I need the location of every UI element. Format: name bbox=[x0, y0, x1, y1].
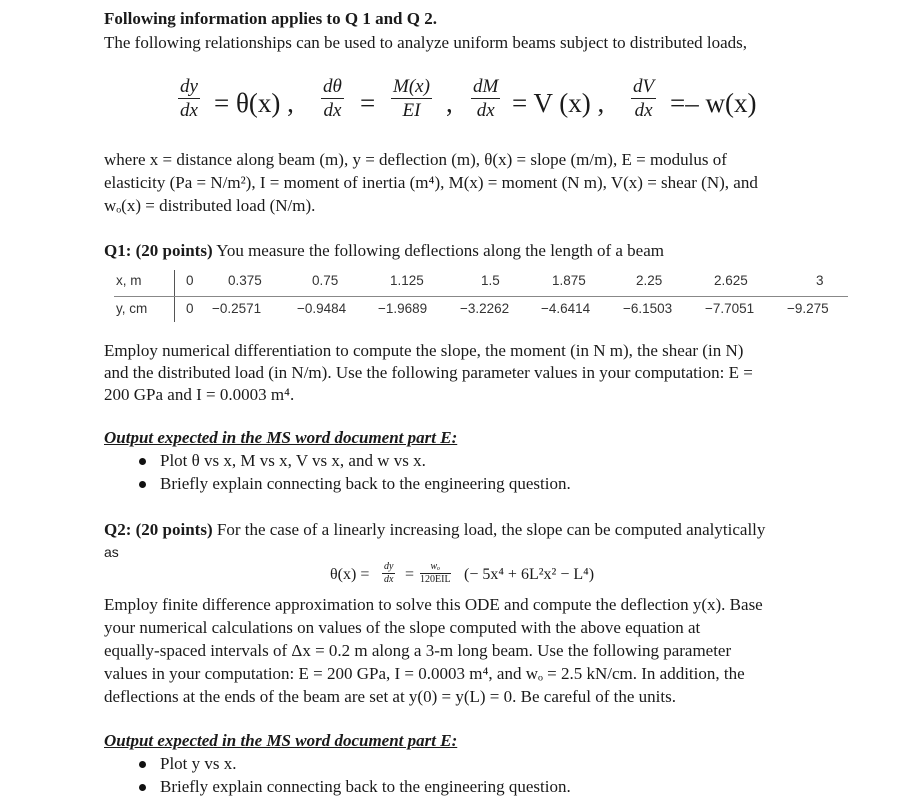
deflection-table bbox=[114, 268, 854, 324]
y-cell: −7.7051 bbox=[705, 301, 755, 316]
fraction-num: dθ bbox=[323, 76, 342, 97]
eq2-lhs: θ(x) = bbox=[330, 566, 370, 583]
fraction-M-EI bbox=[391, 76, 432, 123]
x-cell: 1.5 bbox=[481, 273, 500, 288]
fraction-dy-dx bbox=[178, 76, 200, 123]
fraction-den: dx bbox=[180, 100, 198, 121]
q2-bullet-1: Plot y vs x. bbox=[160, 754, 237, 773]
x-cell: 2.25 bbox=[636, 273, 663, 288]
fraction-den: dx bbox=[634, 100, 653, 121]
q2-prompt bbox=[104, 519, 765, 542]
y-cell: 0 bbox=[186, 301, 194, 316]
where-line-1: where x = distance along beam (m), y = deflection (m), θ(x) = slope (m/m), E = modulus of bbox=[104, 150, 727, 169]
fraction-num: dy bbox=[180, 76, 198, 97]
eq-load: =– w(x) bbox=[670, 88, 757, 118]
x-cell: 0.75 bbox=[312, 273, 339, 288]
eq-shear: = V (x) , bbox=[512, 88, 605, 118]
where-line-3: wₒ(x) = distributed load (N/m). bbox=[104, 196, 316, 215]
bullet-icon bbox=[139, 761, 146, 768]
x-cell: 1.125 bbox=[390, 273, 424, 288]
q2-para-2: your numerical calculations on values of the slope computed with the above equation at bbox=[104, 618, 701, 637]
q2-para-1: Employ finite difference approximation to solve this ODE and compute the deflection y(x). Base bbox=[104, 595, 763, 614]
bullet-icon bbox=[139, 784, 146, 791]
fraction-den: dx bbox=[323, 100, 342, 121]
bullet-icon bbox=[139, 458, 146, 465]
q2-output-heading: Output expected in the MS word document part E: bbox=[104, 731, 458, 750]
q2-para-4: values in your computation: E = 200 GPa, I = 0.0003 m⁴, and wₒ = 2.5 kN/cm. In addition, the bbox=[104, 664, 745, 683]
q1-para-3: 200 GPa and I = 0.0003 m⁴. bbox=[104, 385, 295, 404]
intro-title: Following information applies to Q 1 and Q 2. bbox=[104, 9, 437, 28]
fraction-den: dx bbox=[384, 574, 394, 585]
q1-para-1: Employ numerical differentiation to compute the slope, the moment (in N m), the shear (in N) bbox=[104, 341, 744, 360]
bullet-icon bbox=[139, 481, 146, 488]
q1-bullet-2: Briefly explain connecting back to the engineering question. bbox=[160, 474, 571, 493]
fraction-num: wₒ bbox=[420, 561, 451, 574]
q1-output-heading: Output expected in the MS word document part E: bbox=[104, 428, 458, 447]
x-header: x, m bbox=[116, 273, 142, 288]
q1-para-2: and the distributed load (in N/m). Use the following parameter values in your computation: E = bbox=[104, 363, 753, 382]
q2-label: Q2: (20 points) bbox=[104, 520, 213, 539]
y-cell: −1.9689 bbox=[378, 301, 428, 316]
q2-para-5: deflections at the ends of the beam are set at y(0) = y(L) = 0. Be careful of the units. bbox=[104, 687, 676, 706]
eq-equals: = bbox=[360, 88, 376, 118]
table-rule bbox=[114, 296, 848, 297]
intro-line: The following relationships can be used to analyze uniform beams subject to distributed loads, bbox=[104, 33, 748, 52]
fraction-num: dM bbox=[473, 76, 499, 97]
y-cell: −4.6414 bbox=[541, 301, 591, 316]
fraction-dM-dx bbox=[471, 76, 500, 123]
y-cell: −6.1503 bbox=[623, 301, 673, 316]
eq-comma: , bbox=[446, 88, 453, 118]
x-cell: 2.625 bbox=[714, 273, 748, 288]
x-cell: 0.375 bbox=[228, 273, 262, 288]
where-line-2: elasticity (Pa = N/m²), I = moment of inertia (m⁴), M(x) = moment (N m), V(x) = shear (N), and bbox=[104, 173, 758, 192]
q2-text: For the case of a linearly increasing load, the slope can be computed analytically bbox=[216, 520, 766, 539]
q1-text: You measure the following deflections along the length of a beam bbox=[216, 241, 664, 260]
fraction-w-120EIL bbox=[420, 561, 451, 586]
fraction-dy-dx-small bbox=[382, 561, 395, 586]
fraction-num: dV bbox=[633, 76, 655, 97]
x-cell: 1.875 bbox=[552, 273, 586, 288]
x-cell: 0 bbox=[186, 273, 194, 288]
eq2-rhs: (− 5x⁴ + 6L²x² − L⁴) bbox=[464, 566, 595, 583]
fraction-num: dy bbox=[384, 561, 394, 572]
fraction-den: 120EIL bbox=[420, 574, 451, 585]
eq-theta: = θ(x) , bbox=[214, 88, 294, 118]
q2-para-3: equally-spaced intervals of Δx = 0.2 m along a 3-m long beam. Use the following parameter bbox=[104, 641, 732, 660]
fraction-dV-dx bbox=[631, 76, 656, 123]
q1-prompt bbox=[104, 240, 664, 263]
y-cell: −9.275 bbox=[787, 301, 829, 316]
fraction-den: dx bbox=[476, 100, 495, 121]
fraction-dtheta-dx bbox=[321, 76, 344, 123]
x-cell: 3 bbox=[816, 273, 824, 288]
fraction-num: M(x) bbox=[393, 76, 430, 97]
q2-bullet-2: Briefly explain connecting back to the engineering question. bbox=[160, 777, 571, 796]
q1-bullet-1: Plot θ vs x, M vs x, V vs x, and w vs x. bbox=[160, 451, 426, 470]
y-cell: −0.9484 bbox=[297, 301, 347, 316]
y-header: y, cm bbox=[116, 301, 148, 316]
fraction-den: EI bbox=[402, 100, 421, 121]
eq2-equals: = bbox=[405, 566, 415, 583]
q1-label: Q1: (20 points) bbox=[104, 241, 213, 260]
y-cell: −3.2262 bbox=[460, 301, 510, 316]
q2-text-as: as bbox=[104, 544, 119, 560]
y-cell: −0.2571 bbox=[212, 301, 262, 316]
